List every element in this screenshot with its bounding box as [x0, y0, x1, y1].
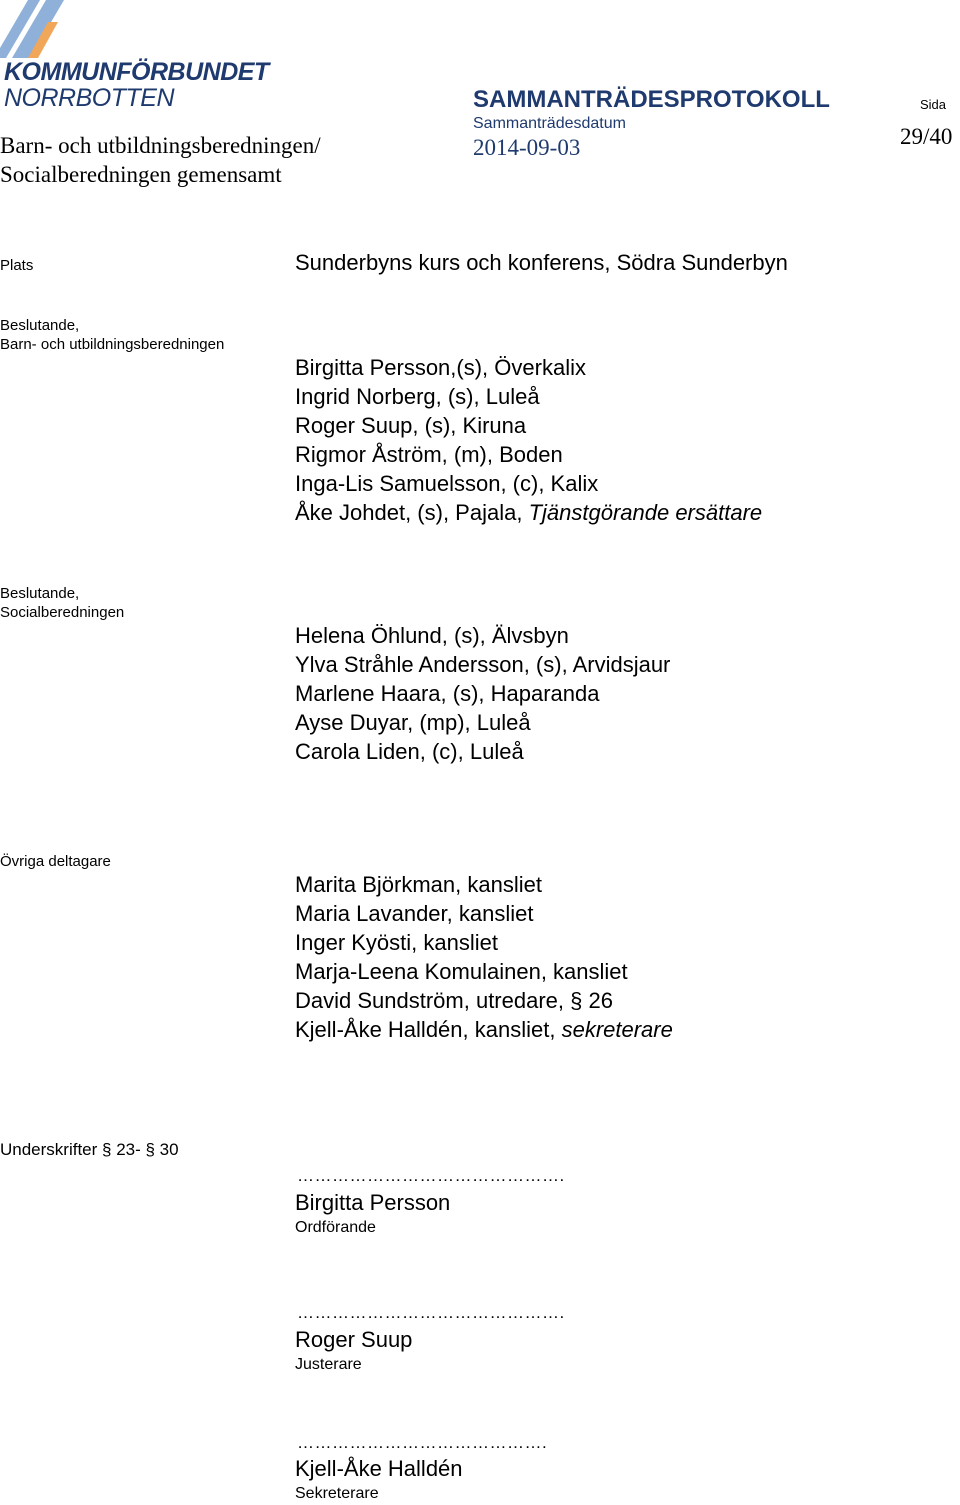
signature-line: ………………………………………. [297, 1303, 565, 1322]
ovriga-label: Övriga deltagare [0, 853, 111, 870]
list-item [295, 498, 762, 527]
signature-line: ………………………………………. [297, 1166, 565, 1185]
list-item: David Sundström, utredare, § 26 [295, 988, 613, 1013]
document-title: SAMMANTRÄDESPROTOKOLL [473, 86, 830, 113]
beslutande-soc-list [295, 621, 670, 766]
ovriga-list [295, 870, 673, 1044]
list-item: Carola Liden, (c), Luleå [295, 739, 524, 764]
list-item: Marja-Leena Komulainen, kansliet [295, 959, 628, 984]
logo-text-line2: NORRBOTTEN [4, 84, 174, 112]
list-item: Inga-Lis Samuelsson, (c), Kalix [295, 471, 599, 496]
list-item: Rigmor Åström, (m), Boden [295, 442, 563, 467]
beslutande-bub-label-line1: Beslutande, [0, 317, 80, 334]
beslutande-bub-label [0, 316, 224, 354]
signature-line: ……………………………………. [297, 1433, 548, 1452]
member-name: Åke Johdet, (s), Pajala, [295, 500, 529, 525]
beslutande-soc-label-line1: Beslutande, [0, 585, 80, 602]
plats-value: Sunderbyns kurs och konferens, Södra Sunderbyn [295, 250, 788, 275]
signature-role: Sekreterare [295, 1485, 379, 1502]
list-item: Marlene Haara, (s), Haparanda [295, 681, 600, 706]
signature-name: Birgitta Persson [295, 1190, 451, 1215]
unit-name-line2: Socialberedningen gemensamt [0, 162, 282, 187]
signature-role: Justerare [295, 1356, 362, 1373]
list-item: Ingrid Norberg, (s), Luleå [295, 384, 540, 409]
underskrifter-label: Underskrifter § 23- § 30 [0, 1140, 179, 1159]
member-role-note: Tjänstgörande ersättare [528, 500, 763, 525]
beslutande-bub-list [295, 353, 762, 527]
signature-name: Kjell-Åke Halldén [295, 1456, 463, 1481]
member-role-note: sekreterare [561, 1017, 673, 1042]
meeting-date: 2014-09-03 [473, 135, 581, 160]
signature-name: Roger Suup [295, 1327, 413, 1352]
member-name: Kjell-Åke Halldén, kansliet, [295, 1017, 562, 1042]
page-label: Sida [920, 97, 947, 112]
signature-role: Ordförande [295, 1219, 376, 1236]
list-item: Roger Suup, (s), Kiruna [295, 413, 527, 438]
meeting-date-label: Sammanträdesdatum [473, 115, 626, 132]
plats-label: Plats [0, 257, 34, 274]
kommunforbundet-logo-icon [0, 0, 80, 66]
list-item: Birgitta Persson,(s), Överkalix [295, 355, 586, 380]
list-item: Marita Björkman, kansliet [295, 872, 542, 897]
list-item: Ayse Duyar, (mp), Luleå [295, 710, 531, 735]
beslutande-bub-label-line2: Barn- och utbildningsberedningen [0, 336, 225, 353]
page-number: 29/40 [900, 124, 953, 149]
list-item [295, 1015, 673, 1044]
beslutande-soc-label [0, 584, 124, 622]
list-item: Ylva Stråhle Andersson, (s), Arvidsjaur [295, 652, 671, 677]
list-item: Maria Lavander, kansliet [295, 901, 534, 926]
list-item: Helena Öhlund, (s), Älvsbyn [295, 623, 569, 648]
unit-name-line1: Barn- och utbildningsberedningen/ [0, 133, 321, 158]
list-item: Inger Kyösti, kansliet [295, 930, 498, 955]
beslutande-soc-label-line2: Socialberedningen [0, 604, 125, 621]
logo-text-line1: KOMMUNFÖRBUNDET [4, 58, 269, 86]
